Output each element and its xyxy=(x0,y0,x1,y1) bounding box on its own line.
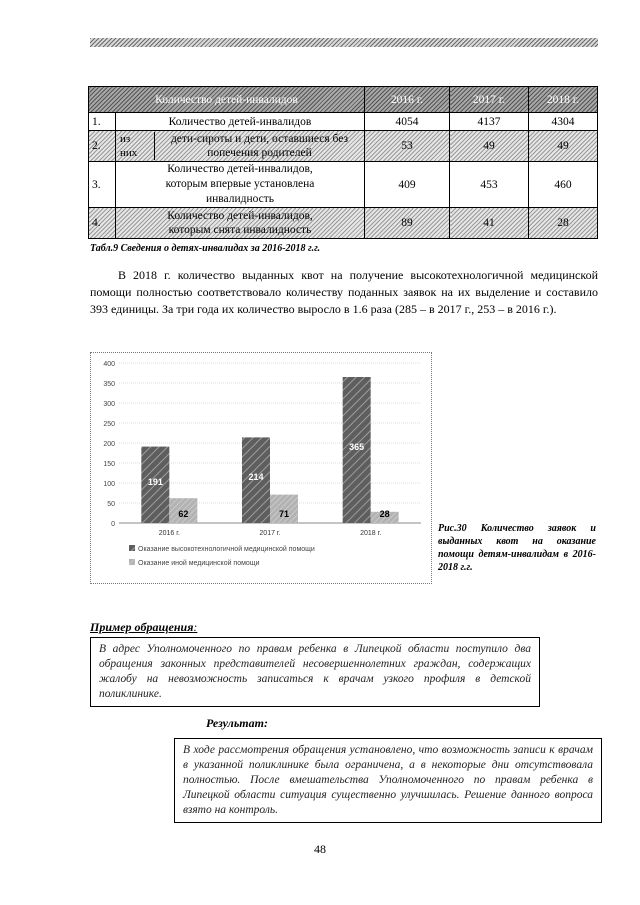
row-prefix: из них xyxy=(116,132,155,160)
row-number: 2. xyxy=(89,131,116,162)
table-header-cell: 2018 г. xyxy=(529,87,598,113)
row-value: 49 xyxy=(529,131,598,162)
example-title-text: Пример обращения xyxy=(90,620,194,634)
row-value: 460 xyxy=(529,162,598,208)
row-number: 1. xyxy=(89,113,116,131)
data-label: 71 xyxy=(278,509,290,519)
table-caption: Табл.9 Сведения о детях-инвалидах за 2016-2018 г.г. xyxy=(90,243,321,254)
y-tick-label: 350 xyxy=(103,381,115,388)
chart-svg xyxy=(91,353,431,583)
table-header-row xyxy=(89,87,598,113)
data-label: 365 xyxy=(349,442,365,452)
row-label: Количество детей-инвалидов xyxy=(116,113,365,131)
y-tick-label: 0 xyxy=(111,521,115,528)
row-value: 453 xyxy=(450,162,529,208)
row-label: дети-сироты и дети, оставшиеся без попечения родителей xyxy=(170,133,349,159)
figure-caption: Рис.30 Количество заявок и выданных квот на оказание помощи детям-инвалидам в 2016-2018 г.г. xyxy=(438,523,596,573)
y-tick-label: 250 xyxy=(103,421,115,428)
data-label: 28 xyxy=(379,509,390,519)
example-text-box: В адрес Уполномоченного по правам ребенка в Липецкой области поступило два обращения законных представителей несовершеннолетних граждан, содержащих жалобу на невозможность записаться к врачам узкого профиля в детской поликлинике. xyxy=(90,637,540,707)
row-value: 409 xyxy=(365,162,450,208)
legend-swatch xyxy=(129,559,135,565)
y-tick-label: 300 xyxy=(103,401,115,408)
table-row xyxy=(89,162,598,208)
table-row xyxy=(89,208,598,239)
example-title xyxy=(90,620,197,635)
row-value: 49 xyxy=(450,131,529,162)
row-value: 53 xyxy=(365,131,450,162)
result-text-box: В ходе рассмотрения обращения установлено, что возможность записи к врачам в указанной поликлинике была ограничена, а в некоторые дни отсутствовала полностью. После вмешательства Уполномоченного по правам ребенка в Липецкой области ситуация существенно улучшилась. Решение данного вопроса взято на контроль. xyxy=(174,738,602,823)
row-label-cell xyxy=(116,131,365,162)
quota-chart xyxy=(90,352,432,584)
legend-swatch xyxy=(129,545,135,551)
table-row xyxy=(89,131,598,162)
row-number: 3. xyxy=(89,162,116,208)
y-tick-label: 150 xyxy=(103,461,115,468)
x-tick-label: 2018 г. xyxy=(360,530,382,537)
row-value: 89 xyxy=(365,208,450,239)
legend-label: Оказание высокотехнологичной медицинской помощи xyxy=(138,546,315,553)
row-value: 4137 xyxy=(450,113,529,131)
page-number: 48 xyxy=(314,842,326,856)
x-tick-label: 2017 г. xyxy=(259,530,281,537)
y-tick-label: 400 xyxy=(103,361,115,368)
body-paragraph: В 2018 г. количество выданных квот на получение высокотехнологичной медицинской помощи полностью соответствовало количеству поданных заявок на их выделение и составило 393 единицы. За три года их количество выросло в 1.6 раза (285 – в 2017 г., 253 – в 2016 г.). xyxy=(90,268,598,316)
example-title-colon: : xyxy=(193,620,198,634)
table-row xyxy=(89,113,598,131)
table-header-cell: 2016 г. xyxy=(365,87,450,113)
table-header-cell: 2017 г. xyxy=(450,87,529,113)
result-title: Результат: xyxy=(206,716,268,730)
x-tick-label: 2016 г. xyxy=(158,530,180,537)
data-label: 62 xyxy=(178,509,189,519)
legend-label: Оказание иной медицинской помощи xyxy=(138,560,260,567)
row-number: 4. xyxy=(89,208,116,239)
data-label: 191 xyxy=(147,476,163,487)
table-header-cell: Количество детей-инвалидов xyxy=(89,87,365,113)
row-value: 28 xyxy=(529,208,598,239)
disabled-children-table xyxy=(88,86,598,239)
row-value: 41 xyxy=(450,208,529,239)
y-tick-label: 50 xyxy=(107,501,115,508)
row-value: 4054 xyxy=(365,113,450,131)
data-label: 214 xyxy=(248,472,264,483)
y-tick-label: 100 xyxy=(103,481,115,488)
row-label: Количество детей-инвалидов, которым снята инвалидность xyxy=(116,208,365,239)
row-value: 4304 xyxy=(529,113,598,131)
row-label: Количество детей-инвалидов, которым впервые установлена инвалидность xyxy=(116,162,365,208)
y-tick-label: 200 xyxy=(103,441,115,448)
header-decoration-bar xyxy=(90,38,598,47)
